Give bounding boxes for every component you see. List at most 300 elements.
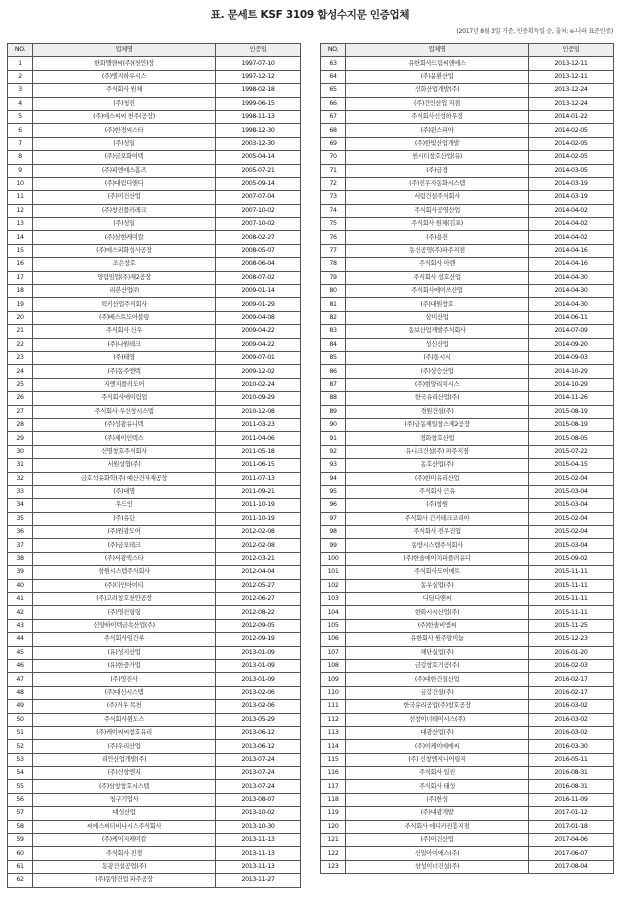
company-name: 동호산업(주) xyxy=(346,459,529,472)
cert-date: 2015-11-11 xyxy=(529,606,614,619)
company-name: 금강건설(주) xyxy=(346,686,529,699)
row-no: 29 xyxy=(8,432,33,445)
cert-date: 2015-07-22 xyxy=(529,445,614,458)
row-no: 28 xyxy=(8,418,33,431)
row-no: 56 xyxy=(8,793,33,806)
table-row xyxy=(8,110,301,123)
company-name: (주)삼현케미칼 xyxy=(33,231,216,244)
row-no: 11 xyxy=(8,191,33,204)
company-name: (주)거우 목천 xyxy=(33,700,216,713)
table-row xyxy=(321,820,614,833)
table-row xyxy=(321,84,614,97)
company-name: 주식회사 진경 xyxy=(33,847,216,860)
table-row xyxy=(321,351,614,364)
cert-date: 2013-11-13 xyxy=(216,860,301,873)
cert-date: 2016-08-31 xyxy=(529,780,614,793)
cert-date: 2015-09-02 xyxy=(529,552,614,565)
cert-date: 2010-02-24 xyxy=(216,378,301,391)
company-name: 영림임업(주)제2공장 xyxy=(33,271,216,284)
row-no: 116 xyxy=(321,767,346,780)
row-no: 120 xyxy=(321,820,346,833)
row-no: 35 xyxy=(8,512,33,525)
cert-date: 2016-02-17 xyxy=(529,673,614,686)
table-body-left xyxy=(8,57,301,887)
table-row xyxy=(8,204,301,217)
table-row xyxy=(8,392,301,405)
table-row xyxy=(8,84,301,97)
cert-date: 2015-02-04 xyxy=(529,526,614,539)
row-no: 123 xyxy=(321,860,346,873)
row-no: 100 xyxy=(321,552,346,565)
cert-date: 2014-03-19 xyxy=(529,177,614,190)
cert-date: 2014-04-16 xyxy=(529,244,614,257)
company-name: 경화창호산업 xyxy=(346,432,529,445)
company-name: (유)한중가업 xyxy=(33,659,216,672)
company-name: (주)삼창창호시스템 xyxy=(33,780,216,793)
row-no: 101 xyxy=(321,566,346,579)
row-no: 95 xyxy=(321,485,346,498)
cert-date: 2013-12-24 xyxy=(529,97,614,110)
cert-date: 2014-07-09 xyxy=(529,325,614,338)
company-name: (주)케이지케미칼 xyxy=(33,834,216,847)
row-no: 45 xyxy=(8,646,33,659)
table-row xyxy=(8,673,301,686)
row-no: 25 xyxy=(8,378,33,391)
cert-date: 2008-07-02 xyxy=(216,271,301,284)
cert-date: 2013-06-12 xyxy=(216,740,301,753)
company-name: 한국유리산업(주) xyxy=(346,392,529,405)
row-no: 103 xyxy=(321,593,346,606)
table-row xyxy=(8,231,301,244)
row-no: 63 xyxy=(321,57,346,70)
company-name: (주)용진 xyxy=(346,231,529,244)
table-row xyxy=(321,593,614,606)
header-company: 업체명 xyxy=(346,44,529,57)
company-name: (주)금오화이텍 xyxy=(33,151,216,164)
table-body-right xyxy=(321,57,614,874)
cert-date: 2017-06-07 xyxy=(529,847,614,860)
table-row xyxy=(8,137,301,150)
row-no: 34 xyxy=(8,499,33,512)
row-no: 51 xyxy=(8,726,33,739)
row-no: 50 xyxy=(8,713,33,726)
row-no: 93 xyxy=(321,459,346,472)
company-name: 신화산업개발(주) xyxy=(346,84,529,97)
table-row xyxy=(321,137,614,150)
cert-date: 2017-08-04 xyxy=(529,860,614,873)
table-row xyxy=(321,686,614,699)
company-name: 신명창호주식회사 xyxy=(33,445,216,458)
company-name: 한국유리공업(주)창호공장 xyxy=(346,700,529,713)
company-name: (주)금경 xyxy=(346,164,529,177)
company-name: 지엔지플러도어 xyxy=(33,378,216,391)
cert-date: 2013-11-13 xyxy=(216,847,301,860)
table-header-row xyxy=(321,44,614,57)
cert-date: 2014-03-19 xyxy=(529,191,614,204)
table-row xyxy=(8,405,301,418)
table-row xyxy=(8,820,301,833)
table-row xyxy=(8,271,301,284)
company-name: 유니크건설(주) 파주지점 xyxy=(346,445,529,458)
cert-date: 2015-08-19 xyxy=(529,405,614,418)
table-row xyxy=(321,57,614,70)
row-no: 104 xyxy=(321,606,346,619)
cert-date: 2015-11-11 xyxy=(529,593,614,606)
row-no: 83 xyxy=(321,325,346,338)
row-no: 96 xyxy=(321,499,346,512)
table-row xyxy=(8,218,301,231)
company-name: (주)한성 xyxy=(346,793,529,806)
company-name: (주)고려창호천안공장 xyxy=(33,593,216,606)
cert-date: 2013-11-13 xyxy=(216,834,301,847)
company-name: 주식회사 에디카진흥지점 xyxy=(346,820,529,833)
company-name: (주)건인산업 지점 xyxy=(346,97,529,110)
company-name: 청구기업사 xyxy=(33,793,216,806)
cert-date: 2014-04-02 xyxy=(529,218,614,231)
table-row xyxy=(8,338,301,351)
row-no: 122 xyxy=(321,847,346,860)
company-name: (주)이케이에에씨 xyxy=(346,740,529,753)
cert-date: 2014-04-02 xyxy=(529,231,614,244)
company-name: 주식회사 신우 xyxy=(33,325,216,338)
cert-date: 2013-12-11 xyxy=(529,70,614,83)
table-row xyxy=(8,579,301,592)
table-row xyxy=(321,285,614,298)
table-row xyxy=(321,499,614,512)
company-name: (주)에스피화성사공장 xyxy=(33,244,216,257)
row-no: 21 xyxy=(8,325,33,338)
company-name: (주)나원테크 xyxy=(33,338,216,351)
company-name: (주)우리산업 xyxy=(33,740,216,753)
table-row xyxy=(8,472,301,485)
cert-date: 2008-05-07 xyxy=(216,244,301,257)
cert-date: 2012-05-27 xyxy=(216,579,301,592)
table-row xyxy=(321,780,614,793)
header-no: NO. xyxy=(321,44,346,57)
table-row xyxy=(8,847,301,860)
row-no: 3 xyxy=(8,84,33,97)
header-no: NO. xyxy=(8,44,33,57)
row-no: 33 xyxy=(8,485,33,498)
row-no: 27 xyxy=(8,405,33,418)
table-row xyxy=(8,753,301,766)
cert-date: 2014-04-16 xyxy=(529,258,614,271)
company-name: 리안산업개발(주) xyxy=(33,753,216,766)
row-no: 48 xyxy=(8,686,33,699)
company-name: (주)엘지하우시스 xyxy=(33,70,216,83)
cert-date: 2007-07-04 xyxy=(216,191,301,204)
company-name: 동우실업(주) xyxy=(346,579,529,592)
table-row xyxy=(321,834,614,847)
company-name: (주)에스씨씨 천주(공장) xyxy=(33,110,216,123)
cert-date: 2014-09-20 xyxy=(529,338,614,351)
table-row xyxy=(8,191,301,204)
header-date: 인증일 xyxy=(216,44,301,57)
row-no: 89 xyxy=(321,405,346,418)
header-company: 업체명 xyxy=(33,44,216,57)
row-no: 69 xyxy=(321,137,346,150)
table-row xyxy=(8,646,301,659)
company-name: 주식회사 우신창시스템 xyxy=(33,405,216,418)
table-row xyxy=(321,97,614,110)
row-no: 88 xyxy=(321,392,346,405)
cert-date: 2014-04-30 xyxy=(529,298,614,311)
table-row xyxy=(8,97,301,110)
table-row xyxy=(8,365,301,378)
table-row xyxy=(8,378,301,391)
company-name: (주)대신시스템 xyxy=(33,686,216,699)
table-row xyxy=(8,485,301,498)
company-name: (주)영진링링 xyxy=(33,606,216,619)
table-row xyxy=(8,834,301,847)
table-row xyxy=(321,378,614,391)
row-no: 115 xyxy=(321,753,346,766)
table-row xyxy=(321,164,614,177)
table-row xyxy=(321,740,614,753)
table-row xyxy=(8,432,301,445)
cert-date: 2013-02-06 xyxy=(216,700,301,713)
row-no: 119 xyxy=(321,807,346,820)
row-no: 46 xyxy=(8,659,33,672)
cert-date: 2003-12-30 xyxy=(216,137,301,150)
row-no: 42 xyxy=(8,606,33,619)
company-name: (주)서광퀵스타 xyxy=(33,552,216,565)
row-no: 82 xyxy=(321,311,346,324)
company-name: (주) 신창엔지니어링지 xyxy=(346,753,529,766)
row-no: 117 xyxy=(321,780,346,793)
cert-date: 2015-03-04 xyxy=(529,485,614,498)
cert-date: 2014-06-11 xyxy=(529,311,614,324)
table-row xyxy=(321,191,614,204)
row-no: 60 xyxy=(8,847,33,860)
cert-date: 2016-03-02 xyxy=(529,713,614,726)
cert-date: 2013-02-06 xyxy=(216,686,301,699)
table-row xyxy=(321,231,614,244)
table-row xyxy=(8,686,301,699)
company-name: 주식회사공영산업 xyxy=(346,204,529,217)
row-no: 10 xyxy=(8,177,33,190)
company-name: (주)한경씨스타 xyxy=(33,124,216,137)
table-row xyxy=(8,512,301,525)
certification-table-right xyxy=(320,43,614,874)
row-no: 80 xyxy=(321,285,346,298)
cert-date: 2009-04-08 xyxy=(216,311,301,324)
cert-date: 2013-10-30 xyxy=(216,820,301,833)
cert-date: 2011-07-13 xyxy=(216,472,301,485)
cert-date: 2011-03-23 xyxy=(216,418,301,431)
header-date: 인증일 xyxy=(529,44,614,57)
row-no: 86 xyxy=(321,365,346,378)
company-name: 서원상협(주) xyxy=(33,459,216,472)
cert-date: 2011-06-15 xyxy=(216,459,301,472)
cert-date: 2014-11-26 xyxy=(529,392,614,405)
document-title: 표. 문세트 KSF 3109 합성수지문 인증업체 xyxy=(210,9,410,21)
cert-date: 2015-11-25 xyxy=(529,619,614,632)
table-row xyxy=(321,512,614,525)
row-no: 30 xyxy=(8,445,33,458)
row-no: 52 xyxy=(8,740,33,753)
cert-date: 2013-07-24 xyxy=(216,780,301,793)
row-no: 59 xyxy=(8,834,33,847)
company-name: 씨에스씨티비나시스주식회사 xyxy=(33,820,216,833)
table-row xyxy=(8,713,301,726)
table-row xyxy=(8,164,301,177)
company-name: 성신산업 xyxy=(346,338,529,351)
company-name: 동광건설공업(주) xyxy=(33,860,216,873)
table-row xyxy=(321,70,614,83)
table-row xyxy=(8,780,301,793)
cert-date: 2017-01-18 xyxy=(529,820,614,833)
table-row xyxy=(8,459,301,472)
row-no: 32 xyxy=(8,472,33,485)
cert-date: 2007-10-02 xyxy=(216,218,301,231)
company-name: (주)한솔에이치피플러유디 xyxy=(346,552,529,565)
row-no: 14 xyxy=(8,231,33,244)
row-no: 121 xyxy=(321,834,346,847)
company-name: 서림건설주식회사 xyxy=(346,191,529,204)
table-row xyxy=(321,325,614,338)
cert-date: 2016-05-11 xyxy=(529,753,614,766)
cert-date: 2012-06-27 xyxy=(216,593,301,606)
table-row xyxy=(8,351,301,364)
row-no: 102 xyxy=(321,579,346,592)
row-no: 20 xyxy=(8,311,33,324)
cert-date: 1998-12-30 xyxy=(216,124,301,137)
row-no: 37 xyxy=(8,539,33,552)
row-no: 87 xyxy=(321,378,346,391)
table-row xyxy=(321,579,614,592)
company-name: (주)금오테크 xyxy=(33,539,216,552)
cert-date: 2013-05-29 xyxy=(216,713,301,726)
cert-date: 2015-03-04 xyxy=(529,499,614,512)
row-no: 114 xyxy=(321,740,346,753)
company-name: 우드인 xyxy=(33,499,216,512)
row-no: 19 xyxy=(8,298,33,311)
cert-date: 2013-01-09 xyxy=(216,673,301,686)
cert-date: 2012-04-04 xyxy=(216,566,301,579)
company-name: 주식회사에이쓰산업 xyxy=(346,285,529,298)
company-name: 유한회사드림씨앤에스 xyxy=(346,57,529,70)
cert-date: 2013-08-07 xyxy=(216,793,301,806)
company-name: (주)케이씨씨창호유리 xyxy=(33,726,216,739)
cert-date: 1998-02-18 xyxy=(216,84,301,97)
cert-date: 2010-09-29 xyxy=(216,392,301,405)
cert-date: 2014-04-30 xyxy=(529,271,614,284)
cert-date: 2015-11-11 xyxy=(529,579,614,592)
row-no: 91 xyxy=(321,432,346,445)
company-name: (주)대광개발 xyxy=(346,807,529,820)
table-row xyxy=(8,793,301,806)
company-name: (주)창진플러레크 xyxy=(33,204,216,217)
row-no: 113 xyxy=(321,726,346,739)
cert-date: 2014-09-03 xyxy=(529,351,614,364)
table-row xyxy=(321,124,614,137)
table-row xyxy=(321,860,614,873)
cert-date: 1997-07-10 xyxy=(216,57,301,70)
cert-date: 2005-09-14 xyxy=(216,177,301,190)
row-no: 13 xyxy=(8,218,33,231)
cert-date: 2013-12-24 xyxy=(529,84,614,97)
row-no: 79 xyxy=(321,271,346,284)
company-name: (주)대명 xyxy=(33,485,216,498)
cert-date: 2014-01-22 xyxy=(529,110,614,123)
company-name: (주)성광유니텍 xyxy=(33,418,216,431)
company-name: 대광산업(주) xyxy=(346,726,529,739)
cert-date: 2005-07-21 xyxy=(216,164,301,177)
company-name: 조은창호 xyxy=(33,258,216,271)
cert-date: 2013-01-09 xyxy=(216,659,301,672)
company-name: 주식회사신성하우징 xyxy=(346,110,529,123)
cert-date: 2009-04-22 xyxy=(216,325,301,338)
table-row xyxy=(321,177,614,190)
cert-date: 2009-04-22 xyxy=(216,338,301,351)
row-no: 64 xyxy=(321,70,346,83)
row-no: 7 xyxy=(8,137,33,150)
company-name: (주)성일 xyxy=(33,218,216,231)
cert-date: 2011-10-19 xyxy=(216,512,301,525)
company-name: 삼원시스템주식회사 xyxy=(33,566,216,579)
row-no: 53 xyxy=(8,753,33,766)
company-name: 주식회사 근유 xyxy=(346,485,529,498)
row-no: 111 xyxy=(321,700,346,713)
cert-date: 2016-02-03 xyxy=(529,659,614,672)
row-no: 77 xyxy=(321,244,346,257)
table-row xyxy=(321,753,614,766)
row-no: 94 xyxy=(321,472,346,485)
cert-date: 2016-08-31 xyxy=(529,767,614,780)
company-name: (주)상승산업 xyxy=(346,365,529,378)
cert-date: 2008-02-27 xyxy=(216,231,301,244)
company-name: (주)베스트도어블링 xyxy=(33,311,216,324)
row-no: 118 xyxy=(321,793,346,806)
company-name: (주)진우자동화시스템 xyxy=(346,177,529,190)
cert-date: 2014-10-29 xyxy=(529,365,614,378)
cert-date: 2016-03-02 xyxy=(529,700,614,713)
row-no: 23 xyxy=(8,351,33,364)
company-name: 한화시시산업(주) xyxy=(346,606,529,619)
row-no: 97 xyxy=(321,512,346,525)
row-no: 75 xyxy=(321,218,346,231)
table-row xyxy=(321,713,614,726)
company-name: 주식회사 원체(김포) xyxy=(346,218,529,231)
company-name: 주식회사 아렌 xyxy=(346,258,529,271)
row-no: 31 xyxy=(8,459,33,472)
company-name: (주)다인아이티 xyxy=(33,579,216,592)
table-row xyxy=(321,566,614,579)
cert-date: 2011-10-19 xyxy=(216,499,301,512)
row-no: 2 xyxy=(8,70,33,83)
company-name: (주)한솔비엠씨 xyxy=(346,619,529,632)
table-row xyxy=(321,338,614,351)
row-no: 81 xyxy=(321,298,346,311)
table-row xyxy=(8,325,301,338)
cert-date: 2015-08-05 xyxy=(529,432,614,445)
row-no: 109 xyxy=(321,673,346,686)
table-row xyxy=(321,244,614,257)
company-name: (주)피엔에스홈즈 xyxy=(33,164,216,177)
company-name: 주식회사 태성 xyxy=(346,780,529,793)
company-name: 럭키산업주식회사 xyxy=(33,298,216,311)
table-row xyxy=(8,633,301,646)
table-row xyxy=(8,526,301,539)
table-row xyxy=(8,767,301,780)
company-name: (주)태영 xyxy=(33,351,216,364)
row-no: 26 xyxy=(8,392,33,405)
certification-table-left xyxy=(7,43,301,888)
company-name: (주)한미유리산업 xyxy=(346,472,529,485)
company-name: (주)통시시 xyxy=(346,351,529,364)
company-name: (주)대한건설산업 xyxy=(346,673,529,686)
